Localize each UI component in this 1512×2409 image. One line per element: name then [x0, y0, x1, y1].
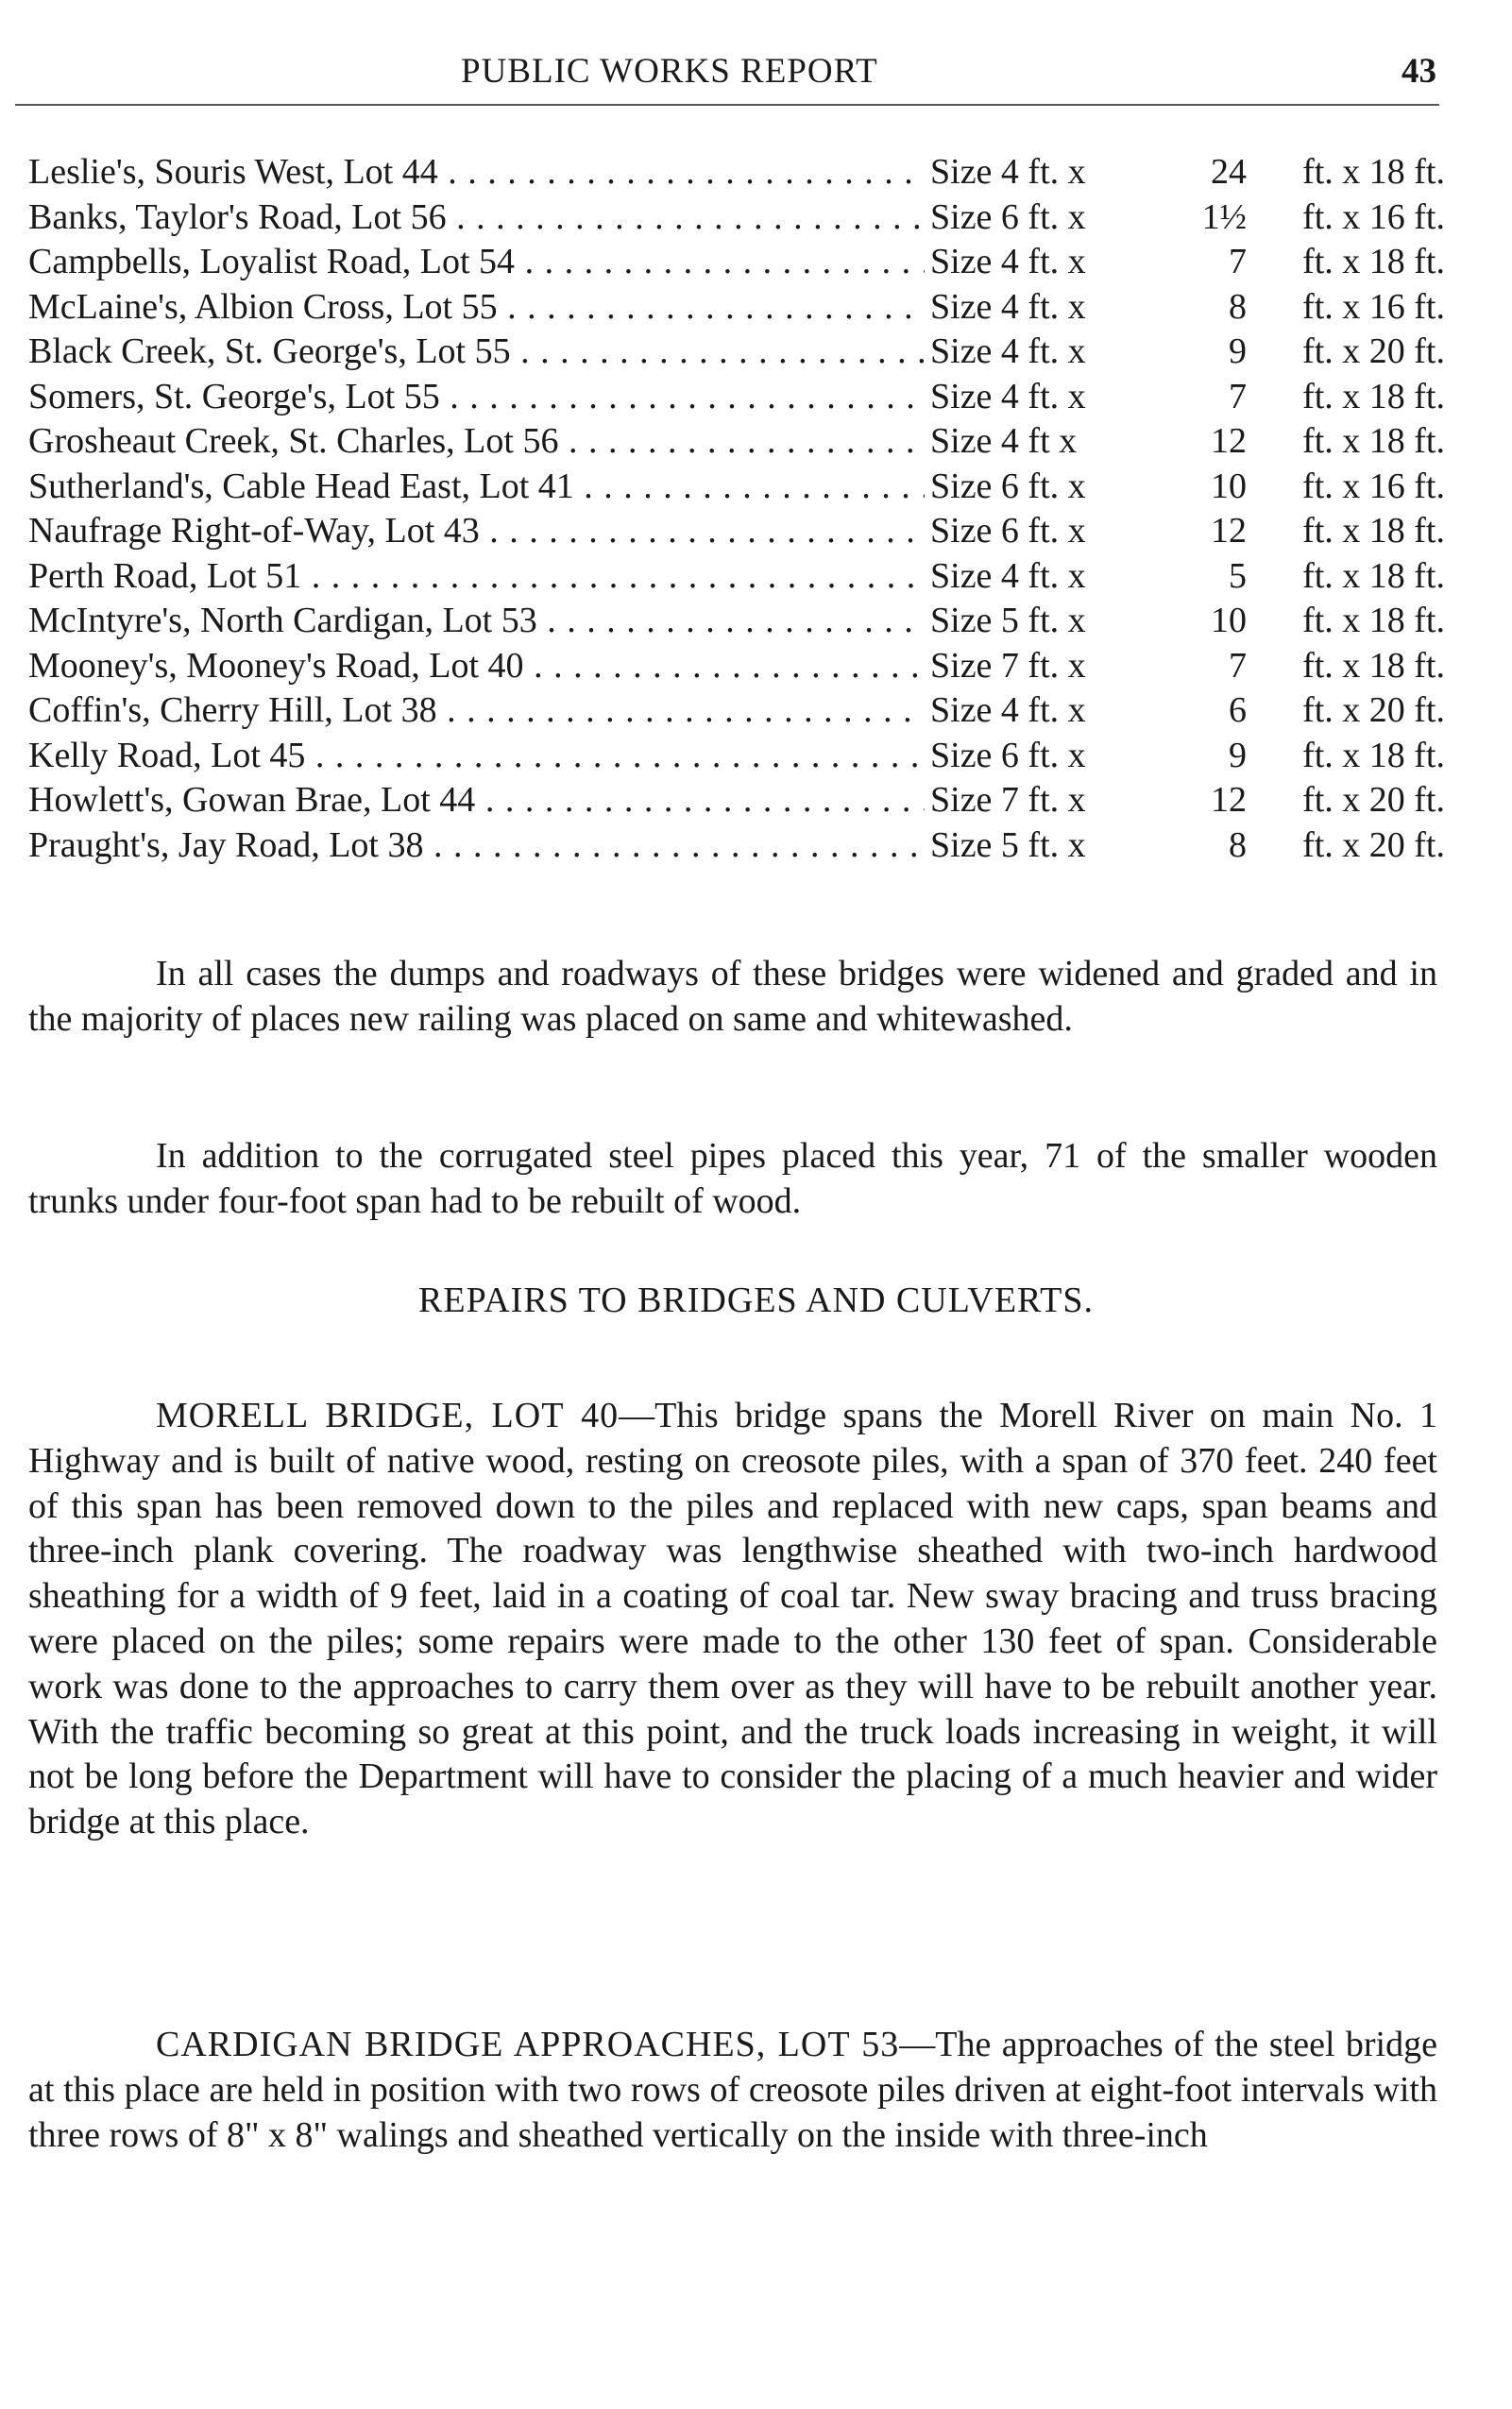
bridge-width: ft. x 18 ft.	[1302, 555, 1445, 596]
bridge-width: ft. x 18 ft.	[1302, 645, 1445, 686]
bridge-width: ft. x 18 ft.	[1302, 242, 1445, 281]
bridge-name: Perth Road, Lot 51 . . .	[28, 555, 925, 597]
page-header	[0, 38, 1512, 94]
bridge-width: ft. x 18 ft.	[1302, 735, 1445, 775]
bridge-width: ft. x 20 ft.	[1302, 331, 1445, 371]
bridge-width: ft. x 18 ft.	[1302, 601, 1445, 640]
bridge-length: 1½	[1201, 196, 1247, 237]
bridge-length: 10	[1211, 466, 1247, 506]
pipes-paragraph: In addition to the corrugated steel pipes placed this year, 71 of the smaller wooden trunks under four-foot span had to be rebuilt of wood.	[28, 1136, 1437, 1221]
morell-bridge-body: —This bridge spans the Morell River on main No. 1 Highway and is built of native wood, resting on creosote piles, with a span of 370 feet. 240 feet of this span has been removed down to the piles and replaced with new caps, span beams and three-inch plank covering. The roadway was lengthwise sheathed with two-inch hardwood sheathing for a width of 9 feet, laid in a coating of coal tar. New sway bracing and truss bracing were placed on the piles; some repairs were made to the other 130 feet of span. Considerable work was done to the approaches to carry them over as they will have to be rebuilt another year. With the traffic becoming so great at this point, and the truck loads increasing in weight, it will not be long before the Department will have to consider the placing of a much heavier and wider bridge at this place.	[28, 1396, 1437, 1842]
bridge-size: Size 6 ft. x	[930, 511, 1086, 551]
bridge-size: Size 6 ft. x	[930, 735, 1086, 775]
bridge-width: ft. x 20 ft.	[1302, 690, 1445, 730]
bridge-size: Size 5 ft. x	[930, 601, 1086, 640]
page-number: 43	[1402, 52, 1436, 91]
bridge-length: 12	[1211, 511, 1247, 551]
dumps-paragraph: In all cases the dumps and roadways of these bridges were widened and graded and in the majority of places new railing was placed on same and whitewashed.	[28, 954, 1437, 1039]
bridge-name: McLaine's, Albion Cross, Lot 55 . . .	[28, 286, 925, 328]
bridge-list	[28, 151, 1445, 869]
bridge-length: 5	[1229, 555, 1247, 596]
bridge-name: Howlett's, Gowan Brae, Lot 44 . . .	[28, 779, 925, 821]
list-item	[28, 689, 1445, 735]
list-item	[28, 331, 1445, 376]
bridge-width: ft. x 16 ft.	[1302, 466, 1445, 506]
bridge-name: Coffin's, Cherry Hill, Lot 38 . . .	[28, 689, 925, 731]
list-item	[28, 286, 1445, 331]
bridge-width: ft. x 20 ft.	[1302, 780, 1445, 820]
bridge-size: Size 6 ft. x	[930, 466, 1086, 506]
list-item	[28, 151, 1445, 196]
cardigan-bridge-paragraph	[28, 2023, 1437, 2158]
bridge-size: Size 4 ft x	[930, 421, 1078, 461]
bridge-name: Grosheaut Creek, St. Charles, Lot 56 . . .	[28, 420, 925, 462]
bridge-length: 8	[1229, 286, 1247, 327]
bridge-width: ft. x 18 ft.	[1302, 421, 1445, 461]
bridge-name: Mooney's, Mooney's Road, Lot 40 . . .	[28, 645, 925, 687]
bridge-width: ft. x 20 ft.	[1302, 824, 1445, 865]
bridge-name: Leslie's, Souris West, Lot 44 . . .	[28, 151, 925, 193]
bridge-name: Somers, St. George's, Lot 55 . . .	[28, 376, 925, 417]
cardigan-bridge-lead: CARDIGAN BRIDGE APPROACHES, LOT 53	[156, 2025, 900, 2064]
bridge-size: Size 5 ft. x	[930, 824, 1086, 865]
list-item	[28, 241, 1445, 286]
bridge-name: Kelly Road, Lot 45 . . .	[28, 735, 925, 776]
bridge-length: 24	[1211, 152, 1247, 192]
running-title: PUBLIC WORKS REPORT	[461, 52, 878, 91]
list-item	[28, 645, 1445, 690]
list-item	[28, 376, 1445, 421]
bridge-length: 12	[1211, 421, 1247, 461]
bridge-width: ft. x 18 ft.	[1302, 511, 1445, 551]
morell-bridge-lead: MORELL BRIDGE, LOT 40	[156, 1396, 620, 1435]
bridge-size: Size 6 ft. x	[930, 196, 1086, 237]
bridge-length: 8	[1229, 824, 1247, 865]
bridge-name: Campbells, Loyalist Road, Lot 54 . . .	[28, 241, 925, 282]
bridge-width: ft. x 18 ft.	[1302, 152, 1445, 192]
bridge-length: 9	[1229, 735, 1247, 775]
list-item	[28, 196, 1445, 242]
list-item	[28, 779, 1445, 824]
bridge-size: Size 4 ft. x	[930, 690, 1086, 730]
bridge-length: 6	[1229, 690, 1247, 730]
list-item	[28, 510, 1445, 555]
bridge-name: Naufrage Right-of-Way, Lot 43 . . .	[28, 510, 925, 551]
bridge-size: Size 4 ft. x	[930, 376, 1086, 416]
bridge-size: Size 4 ft. x	[930, 286, 1086, 327]
bridge-size: Size 7 ft. x	[930, 645, 1086, 686]
bridge-length: 10	[1211, 601, 1247, 640]
bridge-size: Size 4 ft. x	[930, 555, 1086, 596]
bridge-length: 7	[1229, 376, 1247, 416]
bridge-length: 9	[1229, 331, 1247, 371]
bridge-size: Size 4 ft. x	[930, 152, 1086, 192]
bridge-size: Size 4 ft. x	[930, 331, 1086, 371]
bridge-size: Size 4 ft. x	[930, 242, 1086, 281]
cardigan-bridge-body: —The approaches of the steel bridge at this place are held in position with two rows of creosote piles driven at eight-foot intervals with three rows of 8" x 8" walings and sheathed vertically on the inside with three-inch	[28, 2025, 1437, 2155]
bridge-width: ft. x 16 ft.	[1302, 196, 1445, 237]
bridge-name: Banks, Taylor's Road, Lot 56 . . .	[28, 196, 925, 238]
bridge-length: 12	[1211, 780, 1247, 820]
bridge-name: Praught's, Jay Road, Lot 38 . . .	[28, 824, 925, 866]
morell-bridge-paragraph	[28, 1394, 1437, 1845]
list-item	[28, 824, 1445, 870]
bridge-length: 7	[1229, 242, 1247, 281]
list-item	[28, 600, 1445, 645]
list-item	[28, 735, 1445, 780]
bridge-width: ft. x 16 ft.	[1302, 286, 1445, 327]
bridge-name: McIntyre's, North Cardigan, Lot 53 . . .	[28, 600, 925, 641]
bridge-name: Sutherland's, Cable Head East, Lot 41 . . .	[28, 466, 925, 507]
list-item	[28, 466, 1445, 511]
bridge-length: 7	[1229, 645, 1247, 686]
list-item	[28, 555, 1445, 601]
bridge-width: ft. x 18 ft.	[1302, 376, 1445, 416]
bridge-name: Black Creek, St. George's, Lot 55 . . .	[28, 331, 925, 372]
list-item	[28, 420, 1445, 466]
header-rule	[15, 104, 1439, 106]
bridge-size: Size 7 ft. x	[930, 780, 1086, 820]
section-heading: REPAIRS TO BRIDGES AND CULVERTS.	[418, 1281, 1094, 1320]
